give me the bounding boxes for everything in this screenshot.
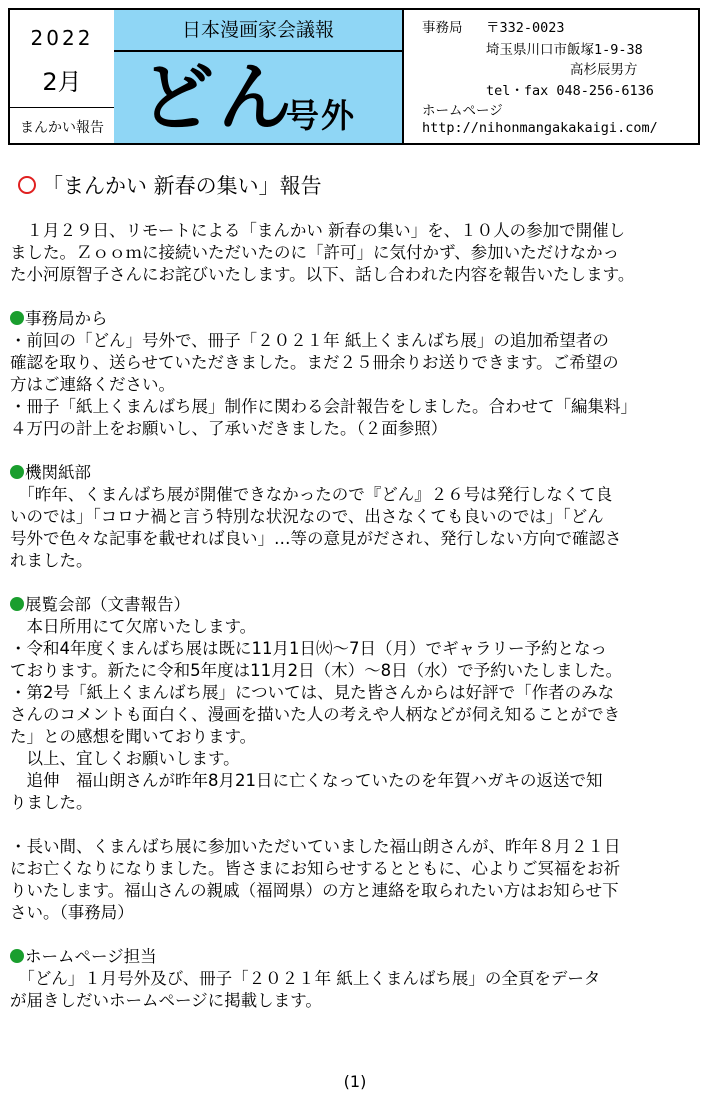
homepage-url[interactable]: http://nihonmangakakaigi.com/ [422,120,658,136]
green-bullet-icon [10,465,24,479]
issue-date-box [10,10,116,143]
intro-line: ました。Ｚｏｏｍに接続いただいたのに「許可」に気付かず、参加いただけなかっ [10,243,620,262]
article-body [10,220,705,1012]
section-line: た」との感想を聞いております。 [10,727,257,746]
section-line: ・令和4年度くまんばち展は既に11月1日㈫～7日（月）でギャラリー予約となっ [10,639,607,658]
section-heading [10,946,705,968]
contact-box [402,10,698,143]
section-line [10,814,705,836]
red-circle-icon [18,176,36,194]
section-line: ・前回の「どん」号外で、冊子「２０２１年 紙上くまんばち展」の追加希望者の [10,331,609,350]
section-line: 以上、宜しくお願いします。 [10,749,240,768]
section-line: が届きしだいホームページに掲載します。 [10,991,322,1010]
homepage-label: ホームページ [422,103,503,119]
green-bullet-icon [10,311,24,325]
article-title: 「まんかい 新春の集い」報告 [42,174,322,198]
section-heading [10,308,705,330]
section-line: ております。新たに令和5年度は11月2日（木）～8日（水）で予約いたしました。 [10,661,623,680]
section-line: ・第2号「紙上くまんばち展」については、見た皆さんからは好評で「作者のみな [10,683,615,702]
address: 埼玉県川口市飯塚1-9-38 [486,42,643,58]
issue-year: 2022 [30,26,94,50]
section-line: ・冊子「紙上くまんばち展」制作に関わる会計報告をしました。合わせて「編集料」 [10,397,637,416]
section-line: 「昨年、くまんばち展が開催できなかったので『どん』２６号は発行しなくて良 [10,485,613,504]
intro-line: た小河原智子さんにお詫びいたします。以下、話し合われた内容を報告いたします。 [10,265,635,284]
green-bullet-icon [10,597,24,611]
article-title-row [18,170,322,200]
newsletter-subtitle: 号外 [286,96,356,135]
section-line: さんのコメントも面白く、漫画を描いた人の考えや人柄などが伺え知ることができ [10,705,621,724]
section-line: 方はご連絡ください。 [10,375,175,394]
issue-label: まんかい報告 [20,120,104,136]
title-box [114,10,404,143]
section-heading-text: ホームページ担当 [25,947,157,966]
section-line: りました。 [10,793,93,812]
office-label: 事務局 [422,20,463,36]
section-heading-text: 機関紙部 [25,463,91,482]
page-number: (1) [343,1072,367,1091]
section-heading [10,462,705,484]
section-line: 本日所用にて欠席いたします。 [10,617,257,636]
section-line: 「どん」１月号外及び、冊子「２０２１年 紙上くまんばち展」の全頁をデータ [10,969,601,988]
issue-month: 2月 [42,68,82,96]
green-bullet-icon [10,949,24,963]
phone-fax: tel・fax 048-256-6136 [486,83,654,99]
section-heading [10,594,705,616]
intro-line: １月２９日、リモートによる「まんかい 新春の集い」を、１０人の参加で開催し [10,221,626,240]
section-line: 追伸 福山朗さんが昨年8月21日に亡くなっていたのを年賀ハガキの返送で知 [10,771,603,790]
divider [10,107,114,108]
section-line: れました。 [10,551,93,570]
section-line: りいたします。福山さんの親戚（福岡県）の方と連絡を取られたい方はお知らせ下 [10,881,619,900]
contact-person: 高杉辰男方 [570,62,638,78]
section-line: ４万円の計上をお願いし、了承いだきました。（２面参照） [10,419,448,438]
section-heading-text: 展覧会部（文書報告） [25,595,190,614]
section-line: にお亡くなりになりました。皆さまにお知らせするとともに、心よりご冥福をお祈 [10,859,621,878]
newsletter-title: どん [140,55,296,141]
postal-code: 〒332-0023 [486,20,565,36]
section-line: さい。（事務局） [10,903,134,922]
organization-name: 日本漫画家会議報 [114,10,402,52]
section-line: 確認を取り、送らせていただきました。まだ２５冊余りお送りできます。ご希望の [10,353,619,372]
section-heading-text: 事務局から [25,309,108,328]
masthead [8,8,700,145]
section-line: ・長い間、くまんばち展に参加いただいていました福山朗さんが、昨年８月２１日 [10,837,621,856]
section-line: 号外で色々な記事を載せれば良い」…等の意見がだされ、発行しない方向で確認さ [10,529,622,548]
section-line: いのでは」「コロナ禍と言う特別な状況なので、出さなくても良いのでは」「どん [10,507,604,526]
